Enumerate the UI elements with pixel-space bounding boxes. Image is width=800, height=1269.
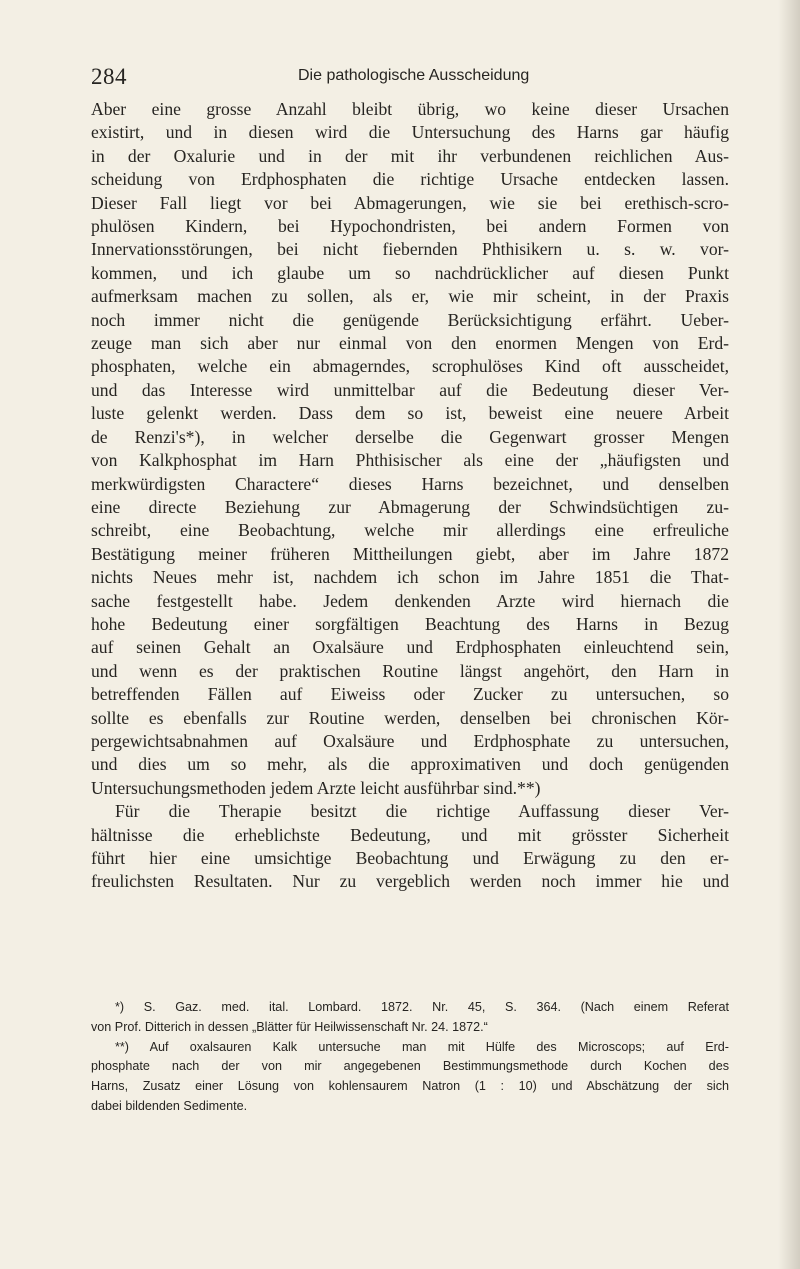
text-line: aufmerksam machen zu sollen, als er, wie mir scheint, in der Praxis <box>91 286 729 307</box>
text-line: in der Oxalurie und in der mit ihr verbundenen reichlichen Aus- <box>91 145 729 166</box>
footnote-line: phosphate nach der von mir angegebenen Bestimmungsmethode durch Kochen des <box>91 1059 729 1074</box>
text-line: Untersuchungsmethoden jedem Arzte leicht ausführbar sind.**) <box>91 777 541 798</box>
page-number: 284 <box>91 64 127 89</box>
footnote-line: von Prof. Ditterich in dessen „Blätter für Heilwissenschaft Nr. 24. 1872.“ <box>91 1019 488 1034</box>
text-line: und dies um so mehr, als die approximativen und doch genügenden <box>91 754 729 775</box>
text-line: merkwürdigsten Charactere“ dieses Harns bezeichnet, und denselben <box>91 473 729 494</box>
text-line: phulösen Kindern, bei Hypochondristen, bei andern Formen von <box>91 216 729 237</box>
text-line: freulichsten Resultaten. Nur zu vergeblich werden noch immer hie und <box>91 871 729 892</box>
text-line: zeuge man sich aber nur einmal von den enormen Mengen von Erd- <box>91 333 729 354</box>
text-line: hohe Bedeutung einer sorgfältigen Beachtung des Harns in Bezug <box>91 613 729 634</box>
running-title: Die pathologische Ausscheidung <box>298 67 530 84</box>
text-line: Bestätigung meiner früheren Mittheilungen giebt, aber im Jahre 1872 <box>91 543 729 564</box>
text-line: führt hier eine umsichtige Beobachtung und Erwägung zu den er- <box>91 848 729 868</box>
text-line: luste gelenkt werden. Dass dem so ist, beweist eine neuere Arbeit <box>91 403 729 424</box>
footnotes <box>91 998 729 1117</box>
text-line: eine directe Beziehung zur Abmagerung der Schwindsüchtigen zu- <box>91 496 729 517</box>
text-line: auf seinen Gehalt an Oxalsäure und Erdphosphaten einleuchtend sein, <box>91 637 729 658</box>
page-edge-shadow <box>778 0 800 1269</box>
text-line: von Kalkphosphat im Harn Phthisischer als eine der „häufigsten und <box>91 450 729 471</box>
footnote-line: **) Auf oxalsauren Kalk untersuche man mit Hülfe des Microscops; auf Erd- <box>115 1039 729 1054</box>
text-line: existirt, und in diesen wird die Untersuchung des Harns gar häufig <box>91 122 729 143</box>
text-line: Für die Therapie besitzt die richtige Auffassung dieser Ver- <box>115 801 729 822</box>
footnote-line: dabei bildenden Sedimente. <box>91 1098 248 1113</box>
text-line: de Renzi's*), in welcher derselbe die Gegenwart grosser Mengen <box>91 426 729 447</box>
main-text <box>91 98 729 894</box>
text-line: Dieser Fall liegt vor bei Abmagerungen, wie sie bei erethisch-scro- <box>91 192 729 213</box>
text-line: Innervationsstörungen, bei nicht fiebernden Phthisikern u. s. w. vor- <box>91 239 729 260</box>
page-header <box>91 64 726 92</box>
text-line: kommen, und ich glaube um so nachdrücklicher auf diesen Punkt <box>91 262 729 283</box>
text-line: betreffenden Fällen auf Eiweiss oder Zucker zu untersuchen, so <box>91 684 729 705</box>
text-line: scheidung von Erdphosphaten die richtige Ursache entdecken lassen. <box>91 169 729 190</box>
text-line: und wenn es der praktischen Routine längst angehört, den Harn in <box>91 660 729 681</box>
text-line: noch immer nicht die genügende Berücksichtigung erfährt. Ueber- <box>91 309 729 330</box>
text-line: hältnisse die erheblichste Bedeutung, und mit grösster Sicherheit <box>91 824 729 845</box>
text-line: phosphaten, welche ein abmagerndes, scrophulöses Kind oft ausscheidet, <box>91 356 729 377</box>
text-line: sache festgestellt habe. Jedem denkenden Arzte wird hiernach die <box>91 590 729 611</box>
text-line: nichts Neues mehr ist, nachdem ich schon im Jahre 1851 die That- <box>91 567 729 588</box>
text-line: Aber eine grosse Anzahl bleibt übrig, wo keine dieser Ursachen <box>91 99 729 119</box>
text-line: und das Interesse wird unmittelbar auf die Bedeutung dieser Ver- <box>91 379 729 400</box>
text-line: schreibt, eine Beobachtung, welche mir allerdings eine erfreuliche <box>91 520 729 541</box>
text-line: pergewichtsabnahmen auf Oxalsäure und Erdphosphate zu untersuchen, <box>91 730 729 751</box>
footnote-line: *) S. Gaz. med. ital. Lombard. 1872. Nr. 45, S. 364. (Nach einem Referat <box>115 1000 729 1014</box>
footnote-line: Harns, Zusatz einer Lösung von kohlensaurem Natron (1 : 10) und Abschätzung der sich <box>91 1079 729 1094</box>
text-line: sollte es ebenfalls zur Routine werden, denselben bei chronischen Kör- <box>91 707 729 728</box>
